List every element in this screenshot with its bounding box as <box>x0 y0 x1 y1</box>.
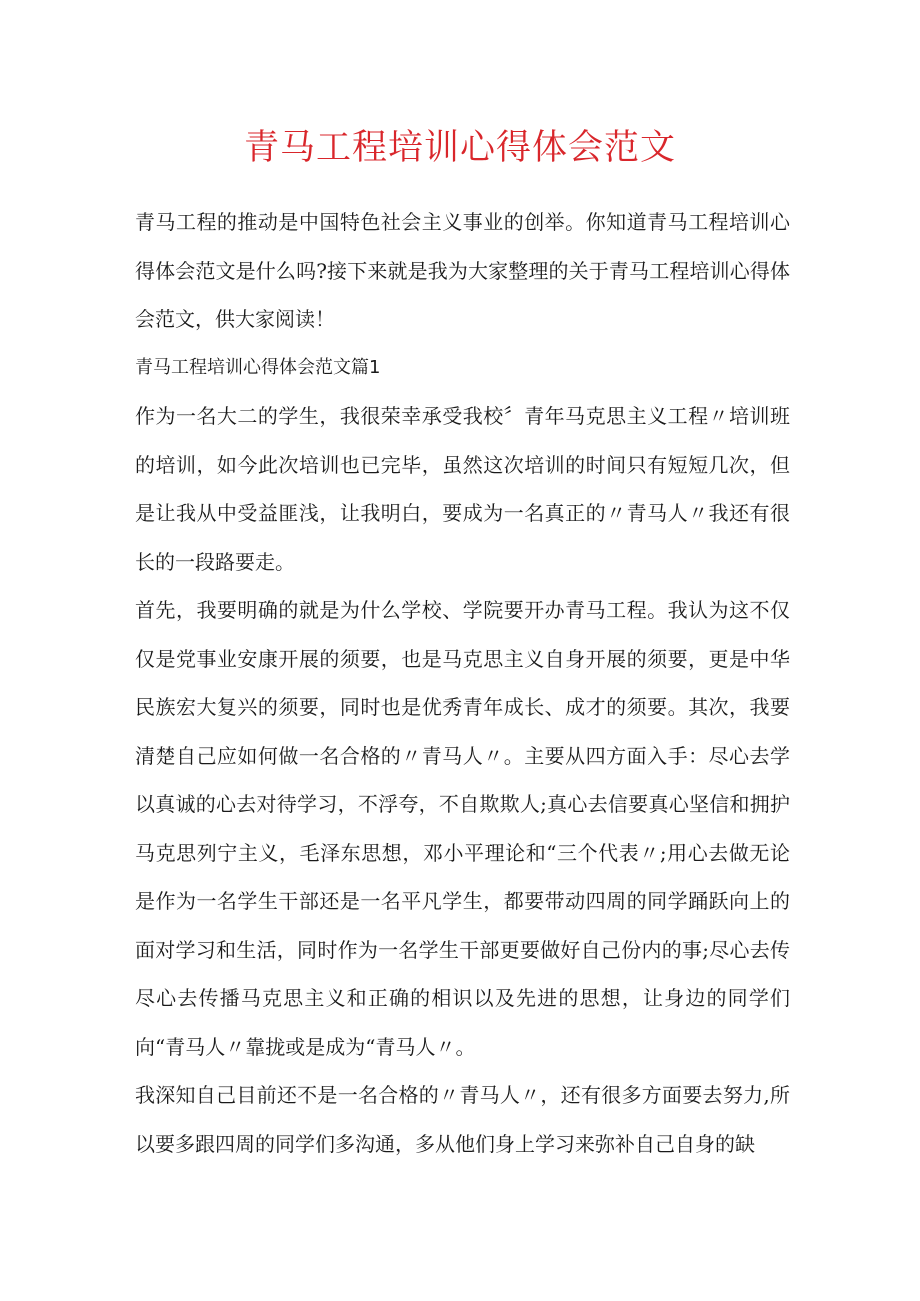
section-heading: 青马工程培训心得体会范文篇1 <box>135 356 381 378</box>
body-paragraph-1: 作为一名大二的学生，我很荣幸承受我校〞青年马克思主义工程〃培训班的培训，如今此次培训也已完毕，虽然这次培训的时间只有短短几次，但是让我从中受益匪浅，让我明白，要成为一名真正的〃青马人〃我还有很长的一段路要走。 <box>135 404 790 574</box>
page-title: 青马工程培训心得体会范文 <box>243 128 676 168</box>
document-body <box>135 198 790 1168</box>
body-paragraph-3: 我深知自己目前还不是一名合格的〃青马人〃，还有很多方面要去努力,所以要多跟四周的同学们多沟通，多从他们身上学习来弥补自己自身的缺 <box>135 1083 790 1156</box>
body-paragraph-2: 首先，我要明确的就是为什么学校、学院要开办青马工程。我认为这不仅仅是党事业安康开展的须要，也是马克思主义自身开展的须要，更是中华民族宏大复兴的须要，同时也是优秀青年成长、成才的须要。其次，我要清楚自己应如何做一名合格的〃青马人〃。主要从四方面入手：尽心去学以真诚的心去对待学习，不浮夸，不自欺欺人;真心去信要真心坚信和拥护马克思列宁主义，毛泽东思想，邓小平理论和“三个代表〃;用心去做无论是作为一名学生干部还是一名平凡学生，都要带动四周的同学踊跃向上的面对学习和生活，同时作为一名学生干部更要做好自己份内的事;尽心去传尽心去传播马克思主义和正确的相识以及先进的思想，让身边的同学们向“青马人〃靠拢或是成为“青马人〃。 <box>135 598 790 1059</box>
intro-paragraph: 青马工程的推动是中国特色社会主义事业的创举。你知道青马工程培训心得体会范文是什么吗?接下来就是我为大家整理的关于青马工程培训心得体会范文，供大家阅读！ <box>135 210 790 331</box>
